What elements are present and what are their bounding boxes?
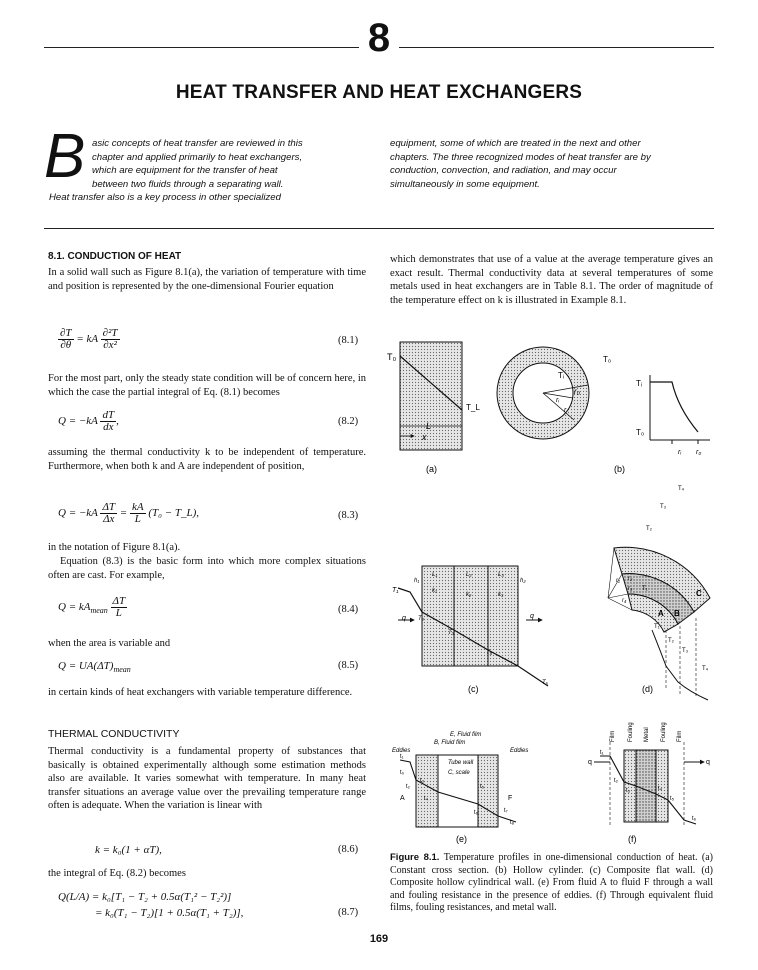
b-graph-ri: rᵢ — [678, 449, 682, 456]
e-t2: t₂ — [406, 784, 410, 790]
e-A: A — [400, 795, 405, 802]
e-t0: t₀ — [400, 770, 405, 776]
figure-caption — [390, 852, 713, 915]
equation-8-1 — [58, 328, 120, 351]
eq4-fd: L — [115, 607, 122, 619]
panel-e — [392, 732, 528, 844]
c-layer-3 — [488, 566, 518, 666]
equation-8-6: k = k₀(1 + αT), — [95, 844, 162, 856]
f-t3: t₃ — [626, 788, 631, 794]
e-fluid-e: E, Fluid film — [450, 732, 482, 738]
intro-right-2: chapters. The three recognized modes of heat transfer are by — [390, 152, 651, 163]
panel-f — [588, 722, 710, 844]
eq1-lhs-den: ∂θ — [60, 339, 72, 351]
intro-left-1: asic concepts of heat transfer are reviewed in this — [92, 138, 303, 149]
paragraph-4: in the notation of Figure 8.1(a). — [48, 542, 181, 553]
d-radius-1 — [608, 598, 632, 610]
f-q-out: q — [706, 759, 710, 766]
panel-b — [497, 347, 710, 474]
eq3-eqs: = — [119, 507, 128, 520]
e-t7: t₇ — [504, 808, 508, 814]
c-q-out: q — [530, 613, 534, 620]
d-T3: T₃ — [660, 504, 667, 510]
d-A: A — [658, 609, 664, 618]
e-panel-label: (e) — [456, 834, 467, 844]
paragraph-2: For the most part, only the steady state condition will be of concern here, in which the case the partial integral of Eq. (8.1) becomes — [48, 373, 366, 398]
e-eddies-left: Eddies — [392, 748, 411, 754]
eq3-f2n: kA — [131, 501, 144, 513]
c-L2: L₂ — [466, 572, 472, 578]
c-k2: k₂ — [466, 592, 472, 598]
intro-right-3: conduction, convection, and radiation, and may occur — [390, 165, 617, 176]
e-tube-label: Tube wall — [448, 760, 474, 766]
chapter-rule-right — [399, 47, 714, 48]
a-x-label: x — [422, 432, 427, 442]
intro-left-5: Heat transfer also is a key process in other specialized — [49, 192, 281, 203]
d-T1-low: T₁ — [654, 624, 660, 630]
e-eddies-right: Eddies — [510, 748, 529, 754]
d-T4: T₄ — [678, 486, 685, 492]
c-T2: T₂ — [418, 616, 424, 622]
f-label-film-2: Film — [677, 730, 683, 742]
a-TL-label: T_L — [466, 403, 480, 412]
panel-a — [387, 342, 480, 474]
equation-8-7-line1: Q(L/A) = k₀[T₁ − T₂ + 0.5α(T₁² − T₂²)] — [58, 891, 232, 903]
page-number: 169 — [369, 933, 389, 945]
f-q-in: q — [588, 759, 592, 766]
eq1-rhs-den: ∂x² — [103, 339, 117, 351]
eq5-sub: mean — [113, 665, 131, 675]
d-T1: T₁ — [642, 586, 648, 592]
eq-number-8-2: (8.2) — [338, 416, 359, 427]
panel-d — [608, 486, 710, 700]
b-T0-label: T₀ — [603, 355, 612, 364]
eq3-f2d: L — [134, 513, 141, 525]
drop-cap: B — [44, 122, 86, 191]
d-r3: r₃ — [628, 586, 633, 592]
f-label-fouling-1: Fouling — [628, 722, 634, 742]
eq4-sub: mean — [90, 606, 108, 616]
figure-caption-label: Figure 8.1. — [390, 852, 440, 863]
d-T4-low: T₄ — [702, 666, 709, 672]
chapter-rule-left — [44, 47, 359, 48]
equation-8-2 — [58, 410, 119, 433]
c-T3: T₃ — [448, 630, 455, 636]
e-fluid-b: B, Fluid film — [434, 740, 466, 746]
e-wall-right — [478, 755, 498, 827]
a-T0-label: T₀ — [387, 352, 397, 362]
d-panel-label: (d) — [642, 684, 653, 694]
c-h2: h₂ — [520, 578, 526, 584]
paragraph-1: In a solid wall such as Figure 8.1(a), the variation of temperature with time and position is represented by the one-dimensional Fourier equation — [48, 267, 366, 292]
eq-number-8-6: (8.6) — [338, 844, 359, 855]
b-r-label: r — [564, 407, 567, 414]
f-t1: t₁ — [600, 750, 604, 756]
eq4-lhs: Q = kA — [58, 601, 91, 614]
d-radius-3 — [608, 574, 622, 598]
subheading-thermal-conductivity: THERMAL CONDUCTIVITY — [48, 728, 180, 740]
intro-left-4: between two fluids through a separating wall. — [92, 179, 284, 190]
c-L3: L₃ — [498, 572, 504, 578]
right-paragraph: which demonstrates that use of a value at the average temperature gives an exact result. Thermal conductivity data at several temperatures of some metals used in heat exchangers are in Table 8.1. The order of magnitude of the temperature effect on k is illustrated in Example 8.1. — [390, 254, 713, 306]
d-C: C — [696, 589, 702, 598]
d-T2: T₂ — [646, 526, 652, 532]
equation-8-4 — [58, 596, 127, 619]
b-ri-label: rᵢ — [556, 397, 560, 404]
eq2-den: dx — [103, 421, 114, 433]
eq-number-8-1: (8.1) — [338, 335, 359, 346]
paragraph-8: Thermal conductivity is a fundamental property of substances that basically is obtained experimentally although some estimation methods also are available. It varies somewhat with temperature. In many heat transfer situations an average value over the prevailing temperature range often is adequate. When the variation is linear with — [48, 746, 366, 812]
c-h1: h₁ — [414, 578, 420, 584]
a-wall — [400, 342, 462, 450]
f-t4: t₄ — [658, 786, 663, 792]
eq2-lhs: Q = −kA — [58, 415, 98, 428]
eq1-mid: = kA — [76, 333, 98, 346]
c-L1: L₁ — [432, 572, 438, 578]
e-t4: t₄ — [424, 796, 429, 802]
d-r4: r₄ — [622, 598, 627, 604]
equation-8-5 — [58, 660, 131, 674]
section-heading: 8.1. CONDUCTION OF HEAT — [48, 251, 182, 262]
f-panel-label: (f) — [628, 834, 637, 844]
eq3-f1d: Δx — [103, 513, 115, 525]
d-r1: r₁ — [616, 578, 620, 584]
equation-8-3 — [58, 502, 199, 525]
eq3-tail: (T₀ − T_L), — [148, 507, 200, 520]
d-T2-low: T₂ — [668, 638, 674, 644]
figure-caption-text: Temperature profiles in one-dimensional conduction of heat. (a) Constant cross section. (b) Hollow cylinder. (c) Composite flat wall. (d) Composite hollow cylindrical wall. (e) From fluid A to fluid F through a wall and fouling resistance in the presence of eddies. (f) Through equivalent fluid films, fouling resistances, and metal wall. — [390, 852, 714, 913]
f-t6: t₆ — [692, 816, 697, 822]
b-graph-Ti: Tᵢ — [636, 379, 643, 388]
intro-right-1: equipment, some of which are treated in the next and other — [390, 138, 641, 149]
eq-number-8-5: (8.5) — [338, 660, 359, 671]
equation-8-7-line2: = k₀(T₁ − T₂)[1 + 0.5α(T₁ + T₂)], — [95, 907, 244, 919]
c-k3: k₃ — [498, 592, 504, 598]
e-t1: t₁ — [400, 754, 404, 760]
d-r2: r₂ — [628, 576, 633, 582]
f-label-film-1: Film — [610, 730, 616, 742]
f-t2: t₂ — [614, 778, 618, 784]
paragraph-7: in certain kinds of heat exchangers with variable temperature difference. — [48, 687, 353, 698]
eq4-fn: ΔT — [112, 595, 126, 607]
eq-number-8-3: (8.3) — [338, 510, 359, 521]
f-label-metal: Metal — [644, 727, 650, 742]
intro-left-2: chapter and applied primarily to heat exchangers, — [92, 152, 303, 163]
b-graph-ro: r₀ — [696, 449, 702, 456]
c-q-in: q — [402, 615, 406, 622]
eq3-lhs: Q = −kA — [58, 507, 98, 520]
e-t6: t₆ — [474, 810, 479, 816]
paragraph-5: Equation (8.3) is the basic form into which more complex situations often are cast. For example, — [48, 556, 366, 581]
paragraph-9: the integral of Eq. (8.2) becomes — [48, 868, 186, 879]
chapter-number: 8 — [367, 16, 391, 60]
eq-number-8-4: (8.4) — [338, 604, 359, 615]
b-graph-curve — [650, 382, 698, 432]
e-wall-left — [416, 755, 438, 827]
b-panel-label: (b) — [614, 464, 625, 474]
f-metal — [636, 750, 656, 822]
d-T3-low: T₃ — [682, 648, 689, 654]
e-t3: t₃ — [420, 778, 425, 784]
a-L-label: L — [426, 421, 432, 431]
eq2-tail: , — [116, 415, 119, 428]
e-t5: t₅ — [480, 784, 485, 790]
f-fouling-left — [624, 750, 636, 822]
e-F: F — [508, 795, 513, 802]
b-ro-label: r₀ — [574, 387, 581, 396]
chapter-title: HEAT TRANSFER AND HEAT EXCHANGERS — [175, 82, 583, 103]
f-t5: t₅ — [670, 796, 675, 802]
c-k1: k₁ — [432, 588, 437, 594]
intro-right-4: simultaneously in some equipment. — [390, 179, 540, 190]
c-T4: T₄ — [486, 650, 493, 656]
f-label-fouling-2: Fouling — [661, 722, 667, 742]
c-layer-1 — [422, 566, 454, 666]
e-scale-label: C, scale — [448, 770, 470, 776]
d-B: B — [674, 609, 680, 618]
c-T5: T₅ — [542, 680, 549, 686]
d-profile — [652, 630, 708, 700]
c-T1: T₁ — [392, 587, 399, 594]
d-radius-4 — [608, 548, 614, 598]
intro-left-3: which are equipment for the transfer of heat — [92, 165, 278, 176]
eq-number-8-7: (8.7) — [338, 907, 359, 918]
e-t8: t₈ — [510, 820, 515, 826]
eq3-f1n: ΔT — [102, 501, 116, 513]
figure-8-1 — [378, 330, 718, 850]
a-panel-label: (a) — [426, 464, 437, 474]
paragraph-3: assuming the thermal conductivity k to be independent of temperature. Furthermore, when both k and A are independent of position, — [48, 447, 366, 472]
eq5-text: Q = UA(ΔT) — [58, 660, 114, 672]
panel-c — [392, 566, 549, 694]
b-graph-T0: T₀ — [636, 428, 645, 437]
paragraph-6: when the area is variable and — [48, 638, 171, 649]
b-Ti-label: Tᵢ — [558, 371, 565, 380]
eq2-num-top: dT — [102, 409, 115, 421]
c-layer-2 — [454, 566, 488, 666]
eq1-rhs-num: ∂²T — [102, 327, 118, 339]
c-panel-label: (c) — [468, 684, 479, 694]
eq1-lhs-num: ∂T — [60, 327, 72, 339]
intro-rule — [44, 228, 714, 229]
